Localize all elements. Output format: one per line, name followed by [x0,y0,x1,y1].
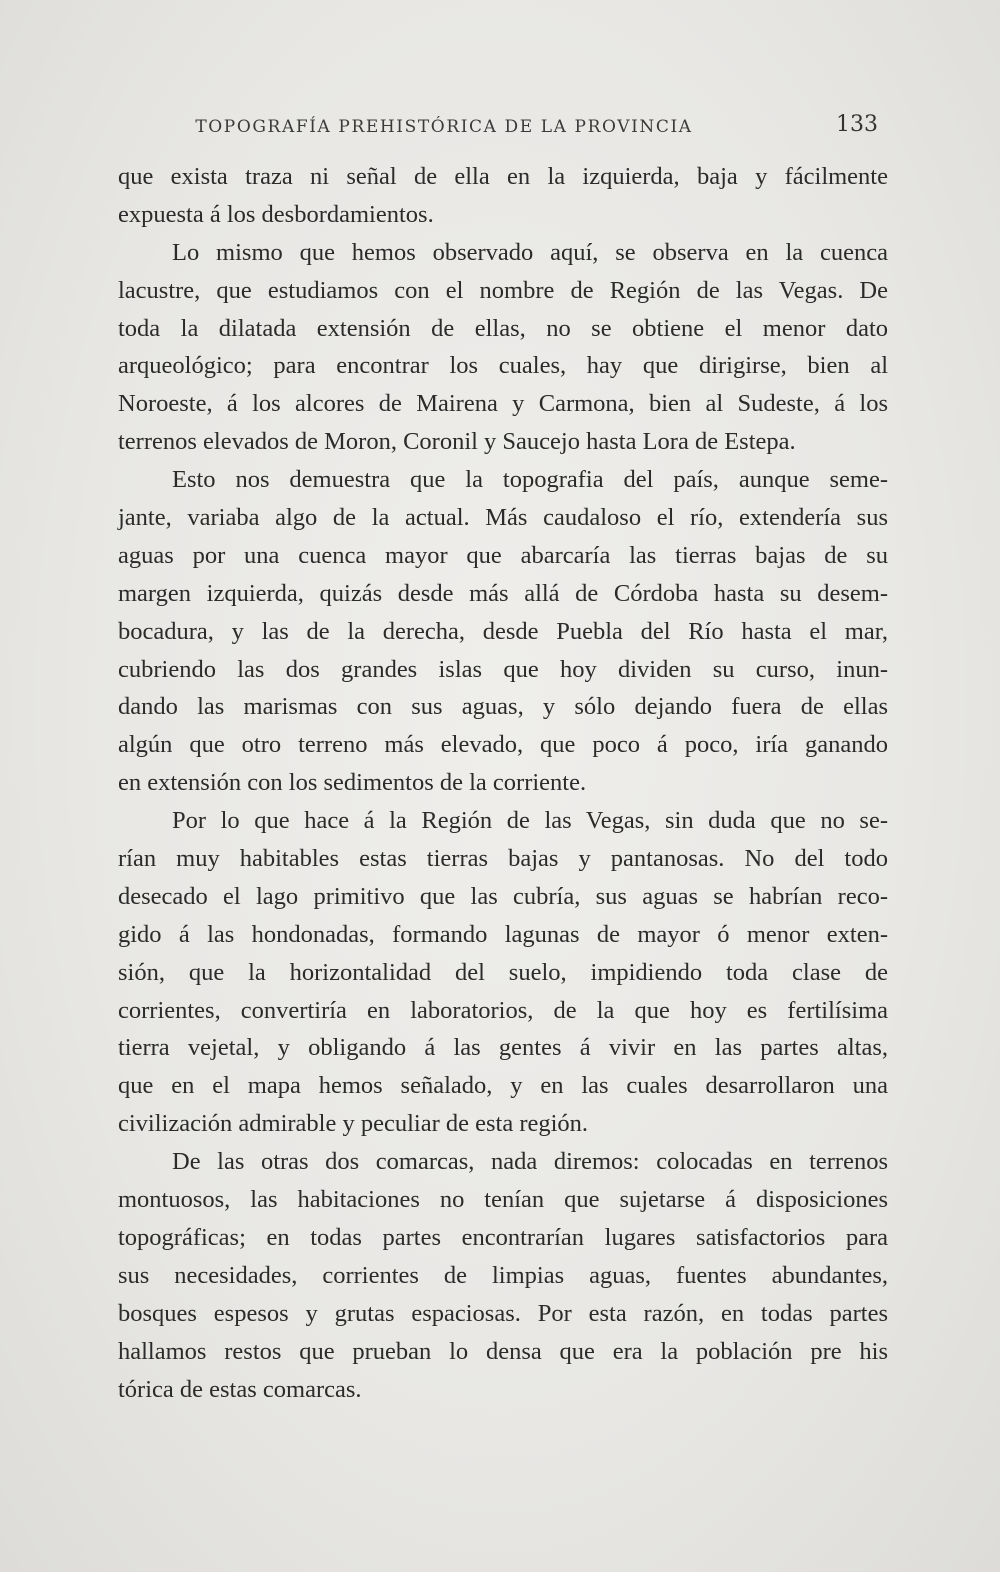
text-line: que exista traza ni señal de ella en la izquierda, baja y fácilmente [118,163,888,190]
text-line: civilización admirable y peculiar de esta región. [118,1110,589,1138]
text-line: Lo mismo que hemos observado aquí, se observa en la cuenca [172,238,888,266]
page-number: 133 [836,112,878,137]
text-line: desecado el lago primitivo que las cubría, sus aguas se habrían reco- [118,882,888,910]
text-line: bosques espesos y grutas espaciosas. Por esta razón, en todas partes [118,1299,888,1327]
text-line: Esto nos demuestra que la topografia del país, aunque seme- [172,466,888,494]
text-line: aguas por una cuenca mayor que abarcaría las tierras bajas de su [118,541,888,569]
text-line: corrientes, convertiría en laboratorios, de la que hoy es fertilísima [118,996,888,1024]
text-line: bocadura, y las de la derecha, desde Puebla del Río hasta el mar, [118,617,888,645]
text-line: montuosos, las habitaciones no tenían que sujetarse á disposiciones [118,1186,888,1214]
running-header [118,112,880,146]
text-line: Por lo que hace á la Región de las Vegas, sin duda que no se- [172,807,888,835]
text-line: rían muy habitables estas tierras bajas y pantanosas. No del todo [118,845,888,873]
text-line: tórica de estas comarcas. [118,1375,362,1403]
text-line: hallamos restos que prueban lo densa que era la población pre his [118,1337,888,1365]
text-line: gido á las hondonadas, formando lagunas de mayor ó menor exten- [118,920,888,948]
text-line: algún que otro terreno más elevado, que poco á poco, iría ganando [118,731,888,759]
text-line: jante, variaba algo de la actual. Más caudaloso el río, extendería sus [118,504,888,532]
text-line: Noroeste, á los alcores de Mairena y Carmona, bien al Sudeste, á los [118,390,888,418]
text-line: en extensión con los sedimentos de la corriente. [118,769,587,797]
text-line: expuesta á los desbordamientos. [118,200,434,228]
text-line: sión, que la horizontalidad del suelo, impidiendo toda clase de [118,958,888,986]
text-line: topográficas; en todas partes encontrarían lugares satisfactorios para [118,1223,888,1251]
text-line: cubriendo las dos grandes islas que hoy dividen su curso, inun- [118,655,888,683]
text-line: lacustre, que estudiamos con el nombre de Región de las Vegas. De [118,276,888,304]
text-line: terrenos elevados de Moron, Coronil y Saucejo hasta Lora de Estepa. [118,428,796,456]
text-line: toda la dilatada extensión de ellas, no se obtiene el menor dato [118,314,888,342]
text-line: que en el mapa hemos señalado, y en las cuales desarrollaron una [118,1072,888,1100]
text-line: tierra vejetal, y obligando á las gentes á vivir en las partes altas, [118,1034,888,1062]
text-line: arqueológico; para encontrar los cuales, hay que dirigirse, bien al [118,352,888,380]
running-title: TOPOGRAFÍA PREHISTÓRICA DE LA PROVINCIA [195,117,693,137]
text-line: De las otras dos comarcas, nada diremos: colocadas en terrenos [172,1148,888,1176]
text-line: dando las marismas con sus aguas, y sólo dejando fuera de ellas [118,693,888,721]
text-line: sus necesidades, corrientes de limpias aguas, fuentes abundantes, [118,1261,888,1289]
body-text [118,158,888,1408]
text-line: margen izquierda, quizás desde más allá de Córdoba hasta su desem- [118,579,888,607]
